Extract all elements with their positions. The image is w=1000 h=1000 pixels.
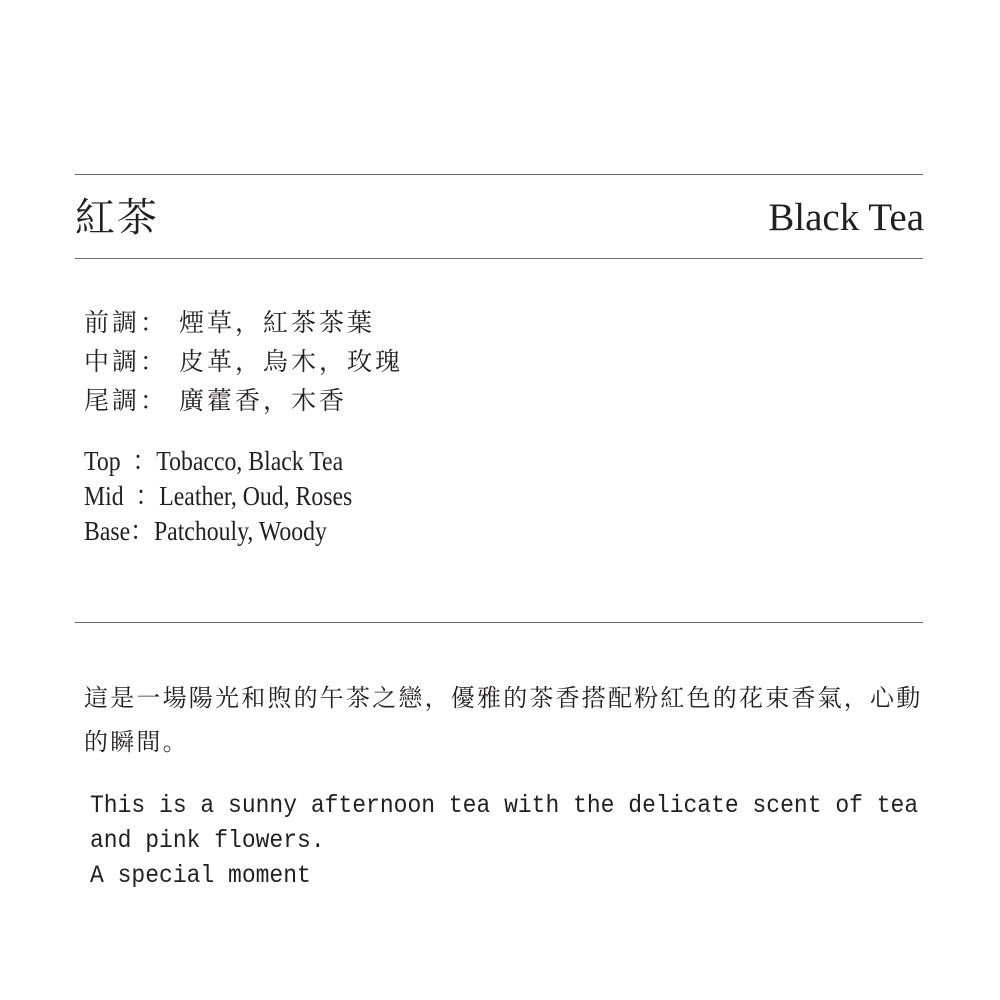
top-note-en: Top ：Tobacco, Black Tea xyxy=(84,446,344,476)
page-title-chinese: 紅茶 xyxy=(75,195,159,241)
base-note-en: Base：Patchouly, Woody xyxy=(84,516,327,546)
description-en-line-3: A special moment xyxy=(90,861,311,890)
description-en-line-2: and pink flowers. xyxy=(90,826,325,855)
page-title-english: Black Tea xyxy=(768,196,924,239)
description-english xyxy=(90,788,918,893)
middle-note-en: Mid ：Leather, Oud, Roses xyxy=(84,481,353,511)
fragrance-notes-english xyxy=(84,444,352,549)
middle-note-zh: 中調： 皮革，烏木，玫瑰 xyxy=(84,347,403,376)
description-en-line-1: This is a sunny afternoon tea with the delicate scent of tea xyxy=(90,791,919,820)
fragrance-notes-chinese xyxy=(84,303,403,420)
top-divider xyxy=(75,174,923,175)
top-note-zh: 前調： 煙草，紅茶茶葉 xyxy=(84,308,375,337)
base-note-zh: 尾調： 廣藿香，木香 xyxy=(84,386,347,415)
description-divider xyxy=(75,622,923,623)
title-divider xyxy=(75,258,923,259)
description-chinese: 這是一場陽光和煦的午茶之戀，優雅的茶香搭配粉紅色的花束香氣，心動的瞬間。 xyxy=(84,684,923,756)
